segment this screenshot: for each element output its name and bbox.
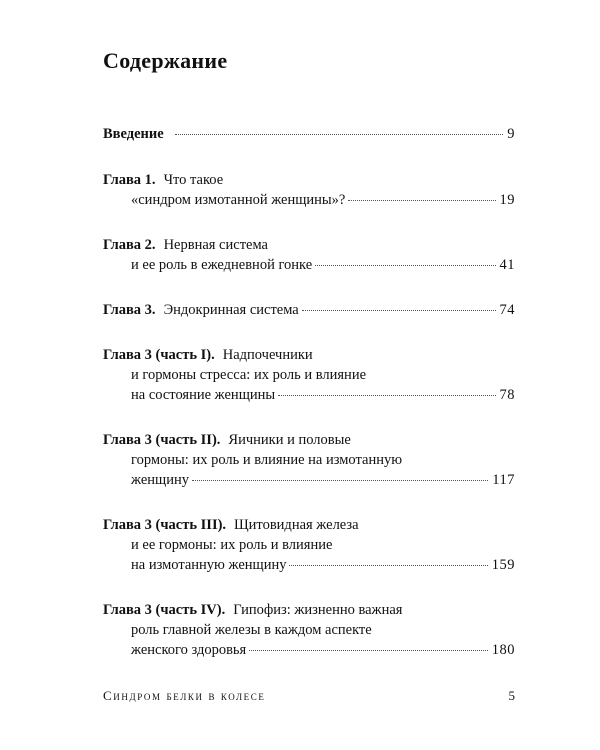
page-number: 180	[491, 642, 515, 658]
chapter-label: Глава 3.	[103, 302, 156, 318]
entry-title-line: «синдром измотанной женщины»?	[131, 192, 346, 208]
entry-title-line: роль главной железы в каждом аспекте	[131, 622, 372, 638]
page-number: 19	[499, 192, 515, 208]
chapter-label: Глава 1.	[103, 172, 156, 188]
entry-title-line: и гормоны стресса: их роль и влияние	[131, 367, 367, 383]
chapter-label: Глава 3 (часть IV).	[103, 602, 226, 618]
entry-title-line: на измотанную женщину	[131, 557, 287, 573]
entry-title-line: и ее гормоны: их роль и влияние	[131, 537, 333, 553]
toc-entry	[103, 600, 515, 660]
dot-leader	[302, 310, 496, 311]
toc-entry	[103, 170, 515, 210]
entry-title-line: Надпочечники	[222, 347, 313, 363]
page-number: 78	[499, 387, 515, 403]
dot-leader	[348, 200, 495, 201]
entry-title-line: женского здоровья	[131, 642, 247, 658]
toc-entry	[103, 124, 515, 144]
folio-page-number: 5	[508, 688, 515, 703]
page-number: 9	[507, 126, 515, 142]
entry-title-line: Нервная система	[163, 237, 268, 253]
table-of-contents	[103, 124, 515, 685]
chapter-label: Глава 3 (часть III).	[103, 517, 227, 533]
entry-title-line: и ее роль в ежедневной гонке	[131, 257, 313, 273]
page-number: 117	[492, 472, 515, 488]
page-title: Содержание	[103, 48, 228, 73]
toc-entry	[103, 515, 515, 575]
entry-title-line: женщину	[131, 472, 189, 488]
entry-title-line: на состояние женщины	[131, 387, 276, 403]
toc-entry	[103, 345, 515, 405]
entry-title-line: гормоны: их роль и влияние на измотанную	[131, 452, 403, 468]
page-number: 74	[499, 302, 515, 318]
running-title: Синдром белки в колесе	[103, 688, 266, 703]
toc-entry	[103, 235, 515, 275]
dot-leader	[278, 395, 495, 396]
page-number: 41	[499, 257, 515, 273]
chapter-label: Глава 3 (часть I).	[103, 347, 215, 363]
dot-leader	[249, 650, 488, 651]
toc-entry	[103, 430, 515, 490]
entry-title-line: Эндокринная система	[163, 302, 299, 318]
entry-title-line: Яичники и половые	[228, 432, 351, 448]
dot-leader	[192, 480, 488, 481]
dot-leader	[315, 265, 495, 266]
toc-entry	[103, 300, 515, 320]
entry-title-line: Что такое	[163, 172, 224, 188]
dot-leader	[289, 565, 487, 566]
entry-title-line: Гипофиз: жизненно важная	[233, 602, 403, 618]
page-number: 159	[491, 557, 515, 573]
page-footer	[103, 688, 515, 704]
chapter-label: Глава 3 (часть II).	[103, 432, 221, 448]
chapter-label: Глава 2.	[103, 237, 156, 253]
entry-title-line: Щитовидная железа	[234, 517, 359, 533]
chapter-label: Введение	[103, 126, 164, 142]
dot-leader	[175, 134, 504, 135]
